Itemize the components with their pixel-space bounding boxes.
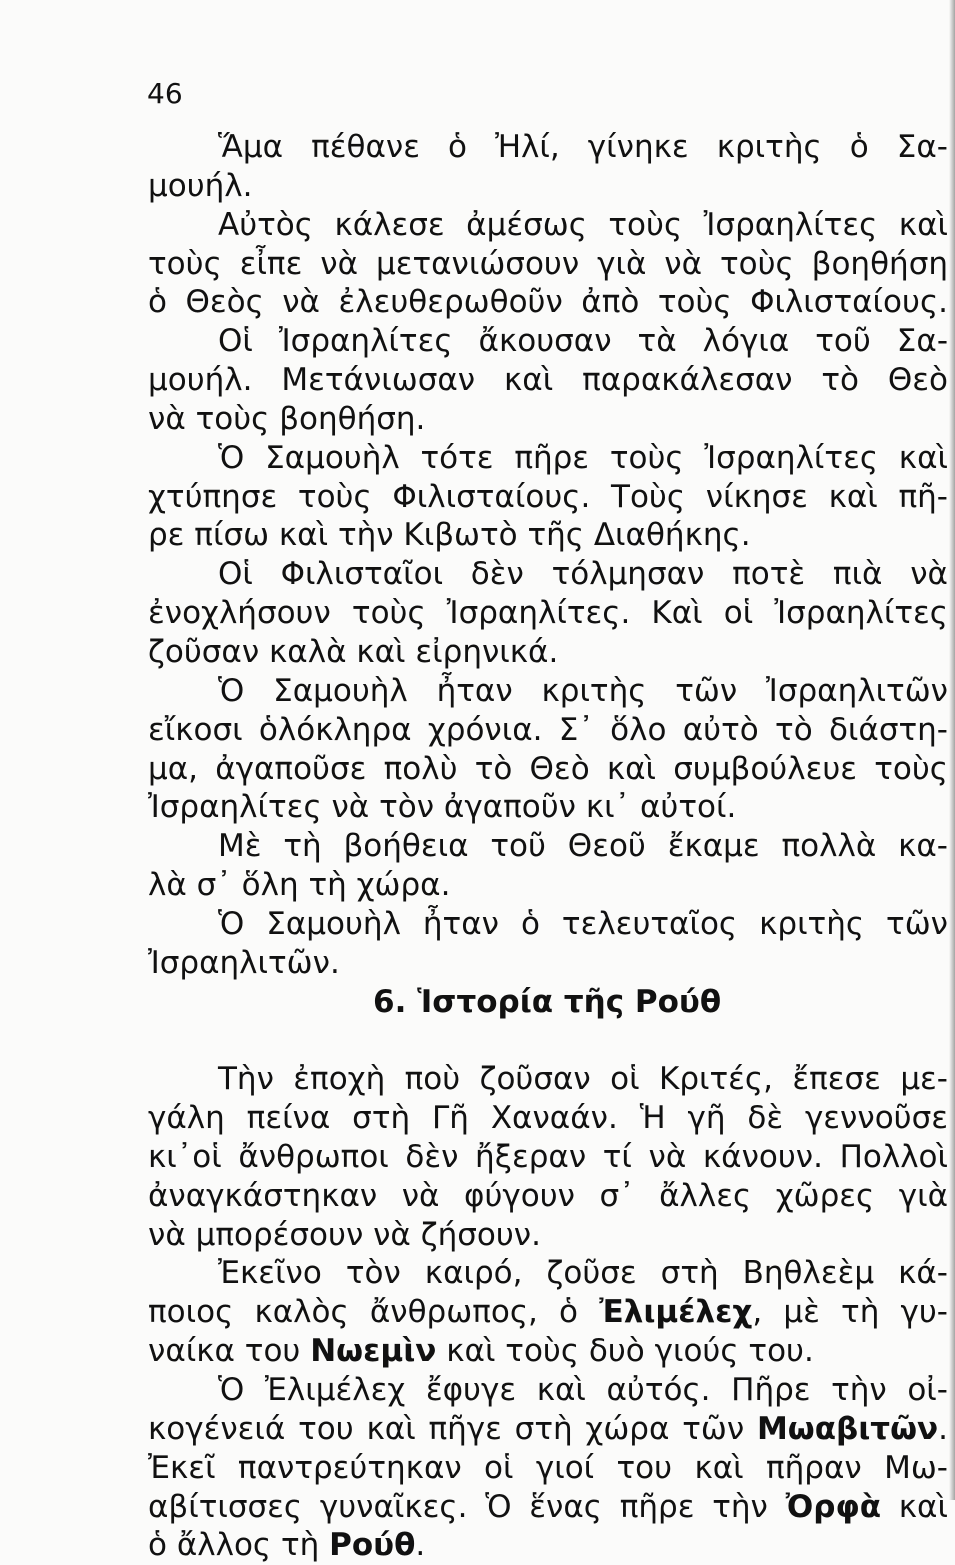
text-segment: αβίτισσες γυναῖκες. Ὁ ἕνας πῆρε τὴν: [148, 1488, 786, 1525]
text-segment: καὶ: [881, 1488, 948, 1525]
text-line: εἴκοσι ὁλόκληρα χρόνια. Σ᾿ ὅλο αὐτὸ τὸ διάστη-: [148, 711, 948, 748]
text-line: νὰ τοὺς βοηθήση.: [148, 400, 426, 437]
text-line: Μὲ τὴ βοήθεια τοῦ Θεοῦ ἔκαμε πολλὰ κα-: [218, 828, 948, 865]
text-segment: , μὲ τὴ γυ-: [752, 1294, 948, 1331]
name-noemin: Νωεμὶν: [310, 1333, 437, 1370]
text-line: νὰ μπορέσουν νὰ ζήσουν.: [148, 1216, 541, 1253]
text-line: Οἱ Φιλισταῖοι δὲν τόλμησαν ποτὲ πιὰ νὰ: [218, 556, 948, 593]
text-line: κι᾿οἱ ἄνθρωποι δὲν ἤξεραν τί νὰ κάνουν. Πολλοὶ: [148, 1138, 948, 1175]
text-segment: ὁ ἄλλος τὴ: [148, 1527, 330, 1564]
text-segment: κογένειά του καὶ πῆγε στὴ χώρα τῶν: [148, 1410, 757, 1447]
name-elimelech: Ἐλιμέλεχ: [599, 1294, 753, 1331]
text-line: μουήλ.: [148, 167, 253, 204]
text-segment: .: [938, 1410, 948, 1447]
blank-line: [148, 1021, 948, 1060]
text-line: ζοῦσαν καλὰ καὶ εἰρηνικά.: [148, 633, 559, 670]
text-line: τοὺς εἶπε νὰ μετανιώσουν γιὰ νὰ τοὺς βοηθήση: [148, 245, 948, 282]
text-line: ὁ Θεὸς νὰ ἐλευθερωθοῦν ἀπὸ τοὺς Φιλισταίους.: [148, 284, 948, 321]
text-line: Ἰσραηλίτες νὰ τὸν ἀγαποῦν κι᾿ αὐτοί.: [148, 789, 737, 826]
text-line: χτύπησε τοὺς Φιλισταίους. Τοὺς νίκησε καὶ πῆ-: [148, 478, 948, 515]
text-line: μα, ἀγαποῦσε πολὺ τὸ Θεὸ καὶ συμβούλευε τοὺς: [148, 750, 948, 787]
section-heading: 6. Ἱστορία τῆς Ρούθ: [373, 983, 722, 1020]
text-line: [148, 1332, 948, 1371]
text-line: Ὁ Σαμουὴλ τότε πῆρε τοὺς Ἰσραηλίτες καὶ: [218, 439, 948, 476]
text-segment: καὶ τοὺς δυὸ γιούς του.: [436, 1333, 814, 1370]
text-line: [148, 1410, 948, 1449]
text-line: Ἐκεῖνο τὸν καιρό, ζοῦσε στὴ Βηθλεὲμ κά-: [218, 1255, 948, 1292]
text-line: Ἅμα πέθανε ὁ Ἠλί, γίνηκε κριτὴς ὁ Σα-: [218, 129, 948, 165]
text-line: [148, 1293, 948, 1332]
text-line: Ἰσραηλιτῶν.: [148, 944, 340, 981]
text-line: [148, 1488, 948, 1527]
text-line: [148, 1526, 948, 1565]
name-moabites: Μωαβιτῶν: [756, 1410, 939, 1447]
text-line: γάλη πείνα στὴ Γῆ Χαναάν. Ἡ γῆ δὲ γεννοῦσε: [148, 1100, 948, 1137]
text-line: ρε πίσω καὶ τὴν Κιβωτὸ τῆς Διαθήκης.: [148, 517, 751, 554]
text-line: Ὁ Σαμουὴλ ἦταν κριτὴς τῶν Ἰσραηλιτῶν: [218, 672, 948, 709]
text-line: Αὐτὸς κάλεσε ἀμέσως τοὺς Ἰσραηλίτες καὶ: [218, 206, 948, 243]
text-line: ἀναγκάστηκαν νὰ φύγουν σ᾿ ἄλλες χῶρες γιὰ: [148, 1177, 948, 1214]
text-line: Τὴν ἐποχὴ ποὺ ζοῦσαν οἱ Κριτές, ἔπεσε με-: [218, 1061, 948, 1098]
name-orpha: Ὀρφὰ: [785, 1488, 882, 1525]
text-segment: .: [415, 1527, 426, 1564]
text-line: λὰ σ᾿ ὅλη τὴ χώρα.: [148, 867, 451, 904]
text-line: μουήλ. Μετάνιωσαν καὶ παρακάλεσαν τὸ Θεὸ: [148, 362, 948, 399]
text-line: Ἐκεῖ παντρεύτηκαν οἱ γιοί του καὶ πῆραν Μω-: [148, 1449, 948, 1486]
text-segment: ναίκα του: [148, 1333, 311, 1370]
page-number: 46: [147, 77, 183, 110]
text-line: Οἱ Ἰσραηλίτες ἄκουσαν τὰ λόγια τοῦ Σα-: [218, 323, 948, 360]
text-segment: ποιος καλὸς ἄνθρωπος, ὁ: [148, 1294, 600, 1331]
name-ruth: Ρούθ: [329, 1527, 416, 1564]
page-edge-shadow: [949, 0, 955, 1500]
text-line: Ὁ Σαμουὴλ ἦταν ὁ τελευταῖος κριτὴς τῶν: [218, 905, 948, 942]
text-line: Ὁ Ἐλιμέλεχ ἔφυγε καὶ αὐτός. Πῆρε τὴν οἰ-: [218, 1372, 948, 1408]
body-text: [148, 128, 948, 1565]
text-line: ἐνοχλήσουν τοὺς Ἰσραηλίτες. Καὶ οἱ Ἰσραηλίτες: [148, 595, 948, 632]
